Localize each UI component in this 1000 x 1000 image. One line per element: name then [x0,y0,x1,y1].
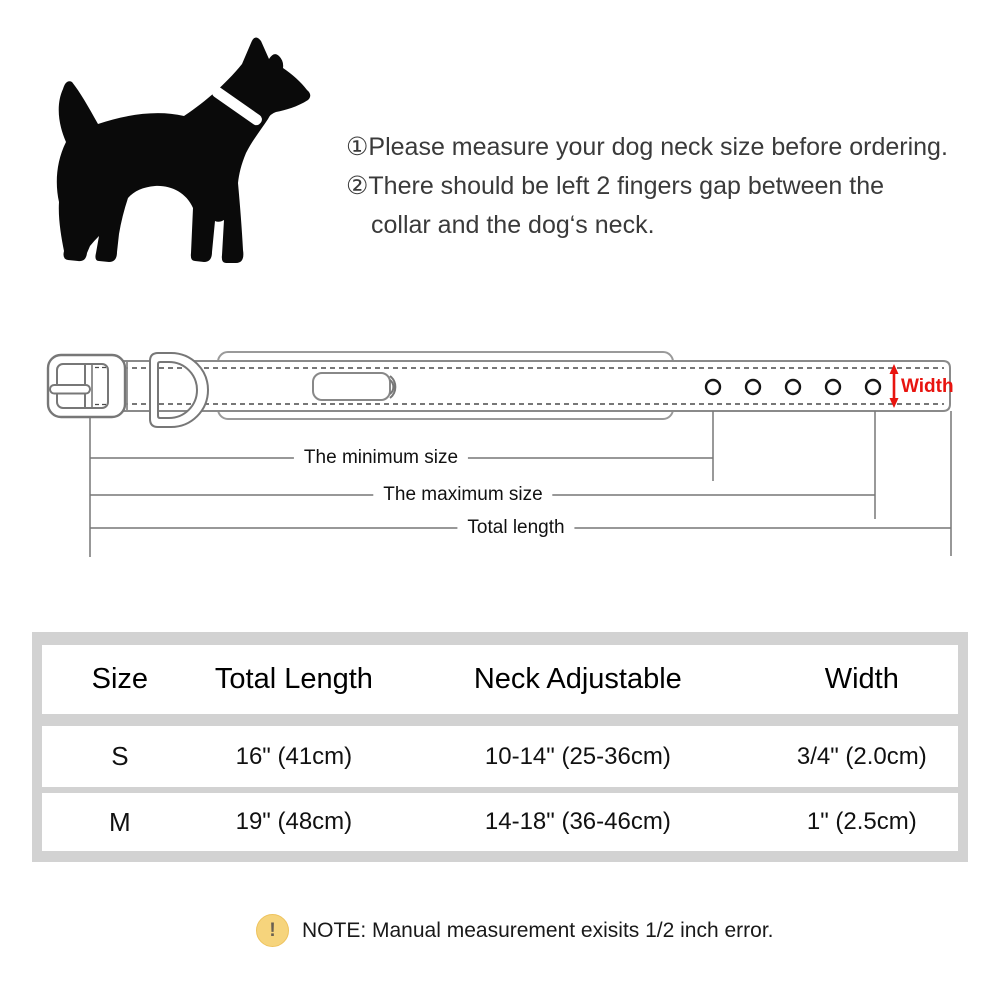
cell-neck-adjustable: 10-14" (25-36cm) [484,742,671,770]
header-total-length: Total Length [214,663,373,695]
header-width: Width [824,663,899,695]
note [256,914,774,947]
total-length-label: Total length [457,517,574,539]
table-row [42,793,958,851]
instruction-line-1: ①Please measure your dog neck size before ordering. [346,133,948,161]
size-table [32,632,968,862]
collar-strap [100,361,950,411]
width-label: Width [901,376,954,397]
dog-body-shape [57,37,310,263]
exclamation-icon [256,914,289,947]
header-neck-adjustable: Neck Adjustable [473,663,682,695]
table-header-row [42,645,958,714]
buckle-icon [48,355,125,417]
instruction-line-2: ②There should be left 2 fingers gap between the [346,172,885,200]
header-size: Size [91,663,149,695]
instructions [346,128,948,245]
cell-total-length: 16" (41cm) [235,742,353,770]
instruction-line-3: collar and the dog‘s neck. [371,211,655,239]
id-plate [313,373,390,400]
cell-width: 1" (2.5cm) [806,808,917,835]
cell-total-length: 19" (48cm) [235,808,353,835]
cell-width: 3/4" (2.0cm) [796,742,927,770]
table-row [42,726,958,787]
buckle-pin [50,385,90,394]
cell-neck-adjustable: 14-18" (36-46cm) [484,808,671,835]
exclamation-glyph: ! [269,919,276,941]
maximum-size-label: The maximum size [373,484,552,506]
cell-size: M [109,806,131,837]
cell-size: S [111,741,129,771]
minimum-size-label: The minimum size [294,447,468,469]
dog-silhouette-icon [40,30,330,280]
note-text: NOTE: Manual measurement exisits 1/2 inch error. [302,918,774,942]
